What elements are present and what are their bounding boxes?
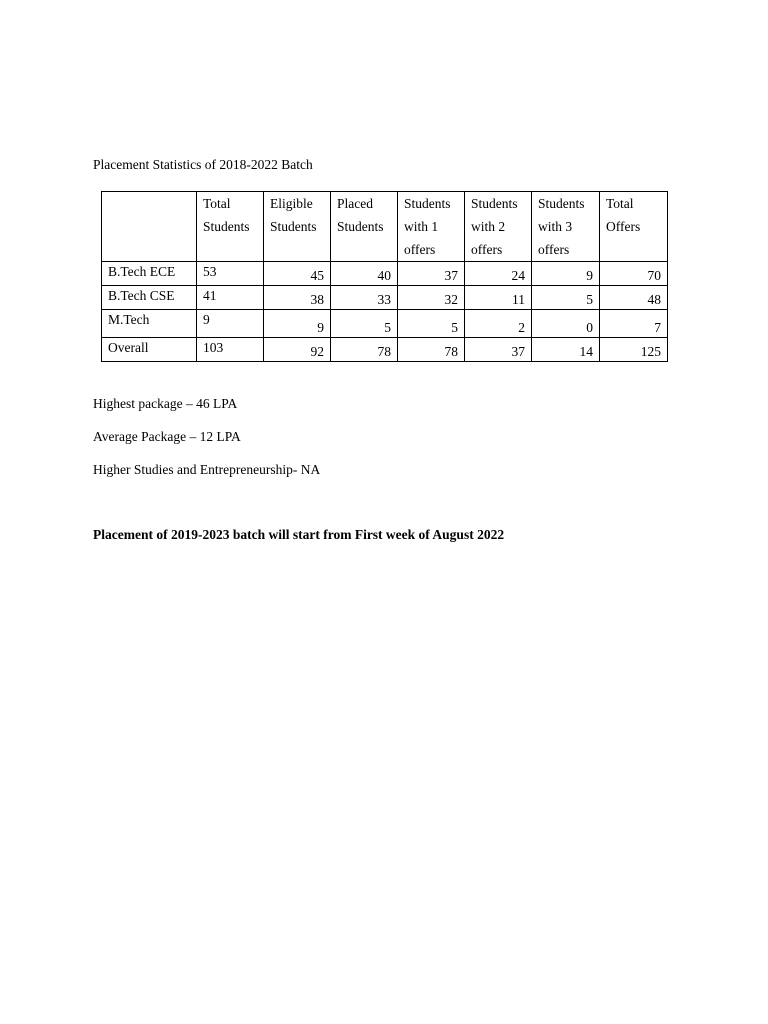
header-students-with-2-offers: Students with 2 offers: [465, 192, 532, 262]
cell-total-offers: 125: [600, 338, 668, 362]
cell-eligible: 9: [264, 310, 331, 338]
cell-one-offer: 78: [398, 338, 465, 362]
row-label: Overall: [102, 338, 197, 362]
cell-eligible: 92: [264, 338, 331, 362]
cell-eligible: 38: [264, 286, 331, 310]
header-students-with-1-offers: Students with 1 offers: [398, 192, 465, 262]
header-placed-students: Placed Students: [331, 192, 398, 262]
header-total-students: Total Students: [197, 192, 264, 262]
header-total-offers: Total Offers: [600, 192, 668, 262]
placement-statistics-table: [101, 191, 668, 362]
cell-eligible: 45: [264, 262, 331, 286]
document-title: Placement Statistics of 2018-2022 Batch: [93, 157, 313, 172]
cell-two-offers: 2: [465, 310, 532, 338]
table-header-row: [102, 192, 668, 262]
cell-two-offers: 24: [465, 262, 532, 286]
cell-total-students: 53: [197, 262, 264, 286]
cell-three-offers: 5: [532, 286, 600, 310]
row-label: M.Tech: [102, 310, 197, 338]
cell-total-offers: 7: [600, 310, 668, 338]
cell-three-offers: 0: [532, 310, 600, 338]
cell-placed: 40: [331, 262, 398, 286]
cell-total-students: 41: [197, 286, 264, 310]
cell-one-offer: 37: [398, 262, 465, 286]
cell-total-students: 103: [197, 338, 264, 362]
higher-studies-note: Higher Studies and Entrepreneurship- NA: [93, 462, 321, 477]
cell-three-offers: 14: [532, 338, 600, 362]
table-row: [102, 286, 668, 310]
cell-two-offers: 37: [465, 338, 532, 362]
header-eligible-students: Eligible Students: [264, 192, 331, 262]
placement-announcement: Placement of 2019-2023 batch will start from First week of August 2022: [93, 527, 505, 542]
header-blank: [102, 192, 197, 262]
cell-total-offers: 70: [600, 262, 668, 286]
cell-two-offers: 11: [465, 286, 532, 310]
cell-total-students: 9: [197, 310, 264, 338]
row-label: B.Tech ECE: [102, 262, 197, 286]
highest-package-note: Highest package – 46 LPA: [93, 396, 238, 411]
table-row: [102, 338, 668, 362]
cell-placed: 78: [331, 338, 398, 362]
average-package-note: Average Package – 12 LPA: [93, 429, 241, 444]
table-row: [102, 310, 668, 338]
table-row: [102, 262, 668, 286]
row-label: B.Tech CSE: [102, 286, 197, 310]
cell-three-offers: 9: [532, 262, 600, 286]
cell-one-offer: 32: [398, 286, 465, 310]
header-students-with-3-offers: Students with 3 offers: [532, 192, 600, 262]
cell-total-offers: 48: [600, 286, 668, 310]
cell-one-offer: 5: [398, 310, 465, 338]
cell-placed: 5: [331, 310, 398, 338]
cell-placed: 33: [331, 286, 398, 310]
